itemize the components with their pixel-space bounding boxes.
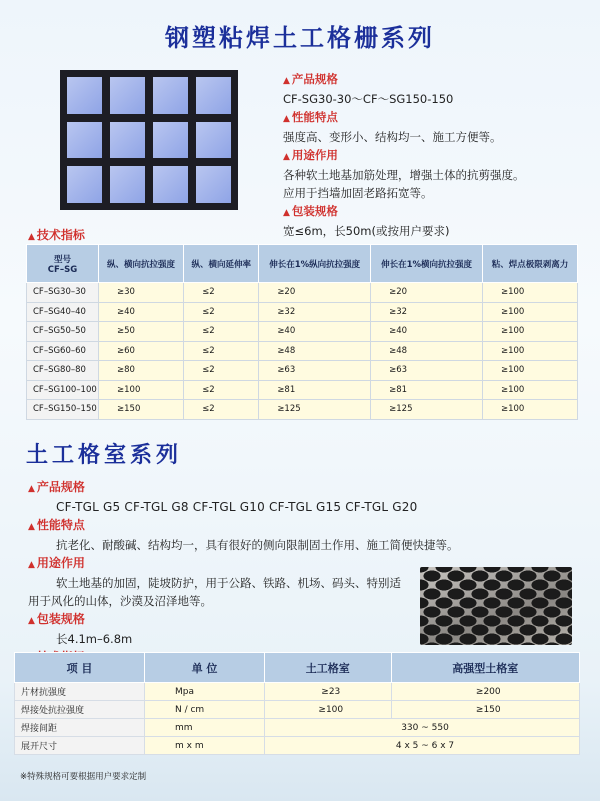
use-heading: ▲ 用途作用: [283, 146, 583, 166]
cell: ≥60: [99, 341, 184, 361]
table-header-row: [27, 245, 578, 283]
table-row: [27, 302, 578, 322]
pack-text: 长4.1m–6.8m: [56, 632, 133, 646]
col-header: 型号 CF–SG: [27, 245, 99, 283]
use-text-1: 各种软土地基加筋处理，增强土体的抗剪强度。: [283, 168, 525, 182]
cell: ≥20: [371, 283, 483, 303]
cell: ≥100: [265, 701, 392, 719]
col-header: 伸长在1%纵向抗拉强度: [259, 245, 371, 283]
footnote: ※特殊规格可要根据用户要求定制: [20, 772, 147, 782]
table-row: [27, 322, 578, 342]
feature-heading: ▲ 性能特点: [28, 516, 588, 536]
cell: CF–SG60–60: [27, 341, 99, 361]
cell: CF–SG150–150: [27, 400, 99, 420]
geogrid-title: 钢塑粘焊土工格栅系列: [165, 24, 435, 52]
cell: ≥80: [99, 361, 184, 381]
cell: 展开尺寸: [15, 737, 145, 755]
cell: ≥100: [482, 302, 577, 322]
cell: ≤2: [184, 322, 259, 342]
geocell-title: 土工格室系列: [26, 443, 183, 468]
cell: CF–SG80–80: [27, 361, 99, 381]
cell: ≥100: [482, 322, 577, 342]
cell: ≤2: [184, 302, 259, 322]
cell: ≥48: [259, 341, 371, 361]
feature-text: 强度高、变形小、结构均一、施工方便等。: [283, 130, 502, 144]
cell: ≥150: [391, 701, 579, 719]
cell: CF–SG50–50: [27, 322, 99, 342]
cell: ≤2: [184, 361, 259, 381]
cell: 片材抗强度: [15, 683, 145, 701]
cell: ≥100: [482, 361, 577, 381]
cell: ≥40: [259, 322, 371, 342]
cell: ≥30: [99, 283, 184, 303]
cell: CF–SG40–40: [27, 302, 99, 322]
cell: ≥32: [371, 302, 483, 322]
geogrid-tech-heading: ▲ 技术指标: [28, 226, 85, 243]
cell: ≥125: [259, 400, 371, 420]
use-heading: ▲ 用途作用: [28, 554, 588, 574]
pack-heading: ▲ 包装规格: [28, 610, 588, 630]
cell: 焊接间距: [15, 719, 145, 737]
cell: ≥100: [482, 283, 577, 303]
cell: ≥63: [371, 361, 483, 381]
geocell-photo: [420, 567, 572, 645]
spec-text: CF-TGL G5 CF-TGL G8 CF-TGL G10 CF-TGL G15 CF-TGL G20: [56, 500, 418, 514]
col-header: 单 位: [145, 653, 265, 683]
spec-heading: ▲ 产品规格: [28, 478, 588, 498]
cell: ≥100: [482, 400, 577, 420]
cell: 330 ~ 550: [265, 719, 580, 737]
cell: ≥40: [371, 322, 483, 342]
use-text-2: 应用于挡墙加固老路拓宽等。: [283, 186, 433, 200]
col-header: 粘、焊点极限剥离力: [482, 245, 577, 283]
use-text-1: 软土地基的加固，陡坡防护，用于公路、铁路、机场、码头、特别适: [56, 576, 401, 590]
table-row: [15, 719, 580, 737]
cell: ≤2: [184, 380, 259, 400]
cell: ≥23: [265, 683, 392, 701]
table-row: [27, 341, 578, 361]
geocell-spec-table: [14, 652, 580, 755]
cell: CF–SG30–30: [27, 283, 99, 303]
cell: 焊接处抗拉强度: [15, 701, 145, 719]
table-row: [15, 737, 580, 755]
table-header-row: [15, 653, 580, 683]
col-header: 纵、横向延伸率: [184, 245, 259, 283]
col-header: 土工格室: [265, 653, 392, 683]
cell: ≥48: [371, 341, 483, 361]
pack-heading: ▲ 包装规格: [283, 202, 583, 222]
cell: ≥20: [259, 283, 371, 303]
cell: mm: [145, 719, 265, 737]
cell: ≥150: [99, 400, 184, 420]
pack-text: 宽≤6m，长50m(或按用户要求): [283, 224, 450, 238]
cell: ≥100: [99, 380, 184, 400]
col-header: 纵、横向抗拉强度: [99, 245, 184, 283]
spec-heading: ▲ 产品规格: [283, 70, 583, 90]
cell: ≥200: [391, 683, 579, 701]
cell: ≥100: [482, 341, 577, 361]
col-header: 高强型土格室: [391, 653, 579, 683]
table-row: [27, 380, 578, 400]
table-row: [15, 683, 580, 701]
cell: ≥63: [259, 361, 371, 381]
cell: ≤2: [184, 341, 259, 361]
cell: ≥81: [371, 380, 483, 400]
cell: ≥40: [99, 302, 184, 322]
cell: m x m: [145, 737, 265, 755]
table-row: [27, 361, 578, 381]
cell: CF–SG100–100: [27, 380, 99, 400]
cell: N / cm: [145, 701, 265, 719]
cell: ≥100: [482, 380, 577, 400]
cell: ≥125: [371, 400, 483, 420]
spec-text: CF-SG30-30～CF～SG150-150: [283, 92, 454, 106]
cell: ≤2: [184, 283, 259, 303]
table-row: [27, 400, 578, 420]
table-row: [15, 701, 580, 719]
col-header: 伸长在1%横向抗拉强度: [371, 245, 483, 283]
cell: ≥81: [259, 380, 371, 400]
cell: Mpa: [145, 683, 265, 701]
use-text-2: 用于风化的山体，沙漠及沼泽地等。: [28, 594, 212, 608]
cell: 4 x 5 ~ 6 x 7: [265, 737, 580, 755]
cell: ≥50: [99, 322, 184, 342]
cell: ≥32: [259, 302, 371, 322]
table-row: [27, 283, 578, 303]
geogrid-spec-block: [283, 70, 583, 240]
cell: ≤2: [184, 400, 259, 420]
geogrid-photo: [60, 70, 238, 210]
geogrid-spec-table: [26, 244, 578, 420]
feature-heading: ▲ 性能特点: [283, 108, 583, 128]
feature-text: 抗老化、耐酸碱、结构均一，具有很好的侧向限制固土作用、施工简便快捷等。: [56, 538, 459, 552]
col-header: 项 目: [15, 653, 145, 683]
